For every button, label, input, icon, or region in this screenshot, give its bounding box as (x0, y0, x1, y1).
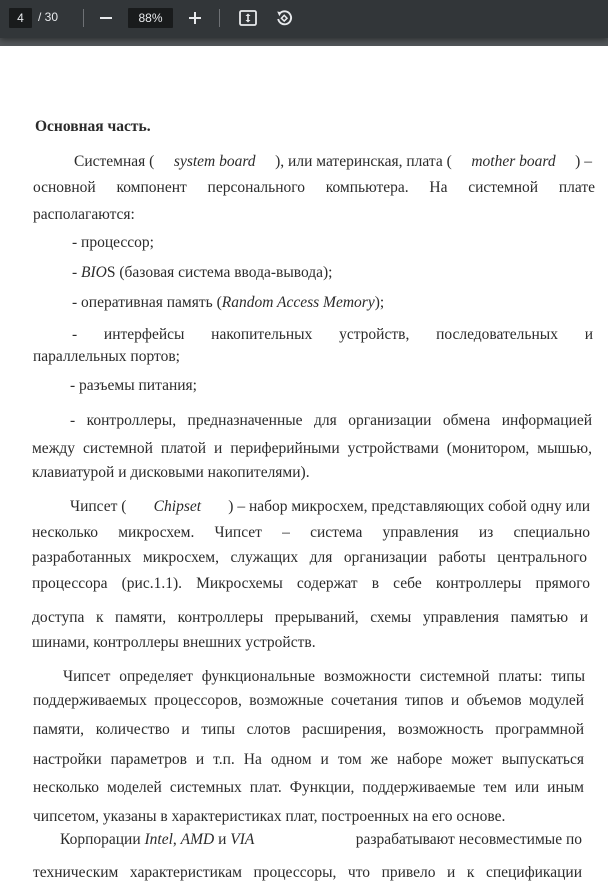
plus-icon (188, 11, 202, 25)
pdf-toolbar (0, 0, 608, 38)
text-line: Чипсет определяет функциональные возможности системной платы: типы (63, 668, 585, 685)
text-line: Корпорации Intel, AMD и VIA разрабатывают несовместимые по (60, 831, 582, 848)
text-line: Системная ( system board ), или материнская, плата ( mother board ) – (74, 153, 592, 170)
rotate-icon (275, 9, 293, 27)
toolbar-divider (219, 9, 220, 27)
list-item: - интерфейсы накопительных устройств, последовательных и (72, 326, 593, 343)
text-line: настройки параметров и т.п. На одном и том же наборе может выпускаться (33, 751, 584, 768)
fit-to-page-button[interactable] (236, 6, 260, 30)
text-line: памяти, количество и типы слотов расширения, возможность программной (33, 721, 584, 738)
text-line: разработанных микросхем, служащих для организации работы центрального (32, 549, 587, 566)
list-item: - контроллеры, предназначенные для организации обмена информацией (70, 412, 592, 429)
text-line: шинами, контроллеры внешних устройств. (32, 634, 316, 651)
minus-icon (99, 11, 113, 25)
text-line: между системной платой и периферийными устройствами (монитором, мышью, (32, 440, 592, 457)
text-line: техническим характеристикам процессоры, что привело и к спецификации (33, 864, 582, 881)
text-line: поддерживаемых процессоров, возможные сочетания типов и объемов модулей (33, 692, 584, 709)
fit-page-icon (239, 10, 257, 26)
text-line: доступа к памяти, контроллеры прерываний, схемы управления памятью и (32, 609, 588, 626)
list-item: - процессор; (72, 234, 154, 251)
text-line: клавиатурой и дисковыми накопителями). (32, 464, 310, 481)
text-line: Чипсет ( Chipset ) – набор микросхем, представляющих собой одну или (70, 498, 590, 515)
zoom-in-button[interactable] (183, 6, 207, 30)
text-line: несколько моделей системных плат. Функции, поддерживаемые тем или иным (33, 779, 584, 796)
rotate-button[interactable] (272, 6, 296, 30)
zoom-out-button[interactable] (94, 6, 118, 30)
text-line: несколько микросхем. Чипсет – система управления из специально (32, 524, 590, 541)
list-item: - оперативная память (Random Access Memory); (72, 294, 385, 311)
page-total: / 30 (38, 10, 59, 24)
section-heading: Основная часть. (35, 118, 151, 135)
pdf-page (0, 46, 608, 885)
text-line: параллельных портов; (33, 348, 180, 365)
text-line: основной компонент персонального компьютера. На системной плате (33, 179, 595, 196)
page-number-input[interactable] (9, 8, 32, 28)
text-line: располагаются: (33, 206, 135, 223)
list-item: - BIOS (базовая система ввода-вывода); (72, 264, 333, 281)
zoom-level-input[interactable] (128, 8, 173, 28)
text-line: процессора (рис.1.1). Микросхемы содержат в себе контроллеры прямого (32, 575, 590, 592)
text-line: чипсетом, указаны в характеристиках плат, построенных на его основе. (33, 808, 506, 825)
list-item: - разъемы питания; (70, 377, 197, 394)
toolbar-divider (83, 9, 84, 27)
